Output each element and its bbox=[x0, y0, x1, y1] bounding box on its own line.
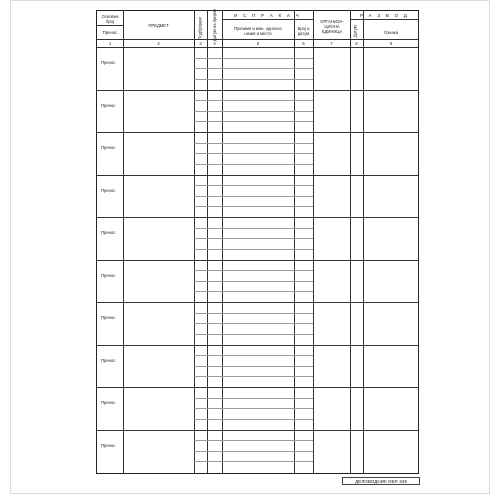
sender-line bbox=[222, 111, 313, 112]
carry-over-label: Пренос bbox=[101, 230, 116, 235]
sender-line bbox=[222, 249, 313, 250]
sender-line bbox=[222, 461, 313, 462]
header-divider bbox=[350, 19, 419, 20]
column-divider bbox=[194, 11, 195, 473]
carry-over-label: Пренос bbox=[101, 357, 116, 363]
column-number: 6 bbox=[302, 41, 305, 46]
subentry-line bbox=[194, 143, 222, 144]
subentry-line bbox=[194, 68, 222, 69]
sender-line bbox=[222, 376, 313, 377]
header-sender: И С П Р А Ќ А Ч bbox=[234, 13, 301, 18]
entry-block-border bbox=[97, 132, 418, 133]
sender-line bbox=[222, 323, 313, 324]
column-divider bbox=[222, 11, 223, 473]
subentry-line bbox=[194, 355, 222, 356]
subentry-line bbox=[194, 58, 222, 59]
column-number: 1 bbox=[108, 41, 112, 46]
entry-block-border bbox=[97, 260, 418, 261]
sender-line bbox=[222, 334, 313, 335]
column-number: 3 bbox=[199, 41, 202, 46]
header-distribution: Р А З В О Д bbox=[359, 13, 410, 18]
subentry-line bbox=[194, 376, 222, 377]
subentry-line bbox=[194, 121, 222, 122]
carry-over-label: Пренос bbox=[101, 400, 116, 405]
sender-line bbox=[222, 366, 313, 367]
subentry-line bbox=[194, 440, 222, 441]
sender-line bbox=[222, 291, 313, 292]
header-org-unit: ОРГАНИЗА-ЦИОНА ЕДИНИЦА bbox=[320, 19, 344, 34]
column-divider bbox=[294, 11, 295, 473]
sender-line bbox=[222, 451, 313, 452]
carry-over-label: Пренос bbox=[101, 272, 116, 278]
sender-line bbox=[222, 355, 313, 356]
sender-line bbox=[222, 143, 313, 144]
subentry-line bbox=[194, 408, 222, 409]
subentry-line bbox=[194, 249, 222, 250]
header-subnumbers: Подбројеви bbox=[197, 17, 203, 40]
sender-line bbox=[222, 228, 313, 229]
subentry-line bbox=[194, 238, 222, 239]
subentry-line bbox=[194, 111, 222, 112]
column-divider bbox=[313, 11, 314, 473]
entry-block-border bbox=[97, 345, 418, 346]
column-number: 7 bbox=[330, 41, 333, 46]
sender-line bbox=[222, 419, 313, 420]
column-divider bbox=[207, 11, 208, 473]
carry-over-label: Пренос bbox=[101, 442, 116, 448]
registry-form-table bbox=[96, 10, 419, 474]
header-mark: Ознака bbox=[383, 30, 399, 35]
header-subject: ПРЕДМЕТ bbox=[148, 23, 169, 28]
column-number: 2 bbox=[157, 41, 160, 46]
sender-line bbox=[222, 58, 313, 59]
sender-line bbox=[222, 153, 313, 154]
subentry-line bbox=[194, 398, 222, 399]
entry-block-border bbox=[97, 302, 418, 303]
form-page bbox=[10, 0, 490, 494]
header-sender-name-place: Презиме и име, односно назив и место bbox=[234, 26, 282, 36]
entry-block-border bbox=[97, 217, 418, 218]
subentry-line bbox=[194, 334, 222, 335]
header-basic-number: Основни број bbox=[101, 14, 119, 24]
subentry-line bbox=[194, 100, 222, 101]
numbers-bottom-line bbox=[97, 47, 418, 48]
sender-line bbox=[222, 440, 313, 441]
subentry-line bbox=[194, 461, 222, 462]
column-divider bbox=[363, 11, 364, 473]
entry-block-border bbox=[97, 430, 418, 431]
header-bottom-line bbox=[97, 39, 418, 40]
subentry-line bbox=[194, 270, 222, 271]
subentry-line bbox=[194, 185, 222, 186]
subentry-line bbox=[194, 164, 222, 165]
subentry-line bbox=[194, 323, 222, 324]
carry-over-label: Пренос bbox=[101, 187, 116, 193]
sender-line bbox=[222, 270, 313, 271]
subentry-line bbox=[194, 79, 222, 80]
sender-line bbox=[222, 281, 313, 282]
subentry-line bbox=[194, 366, 222, 367]
column-number: 4 bbox=[213, 41, 216, 46]
sender-line bbox=[222, 408, 313, 409]
column-divider bbox=[350, 11, 351, 473]
header-divider bbox=[222, 19, 313, 20]
sender-line bbox=[222, 313, 313, 314]
column-number: 5 bbox=[256, 41, 260, 46]
sender-line bbox=[222, 238, 313, 239]
entry-block-border bbox=[97, 90, 418, 91]
column-number: 8 bbox=[355, 41, 358, 46]
header-date-received: Датум на пријем bbox=[211, 9, 217, 42]
subentry-line bbox=[194, 206, 222, 207]
header-date: Датум bbox=[352, 25, 358, 38]
sender-line bbox=[222, 100, 313, 101]
subentry-line bbox=[194, 196, 222, 197]
sender-line bbox=[222, 185, 313, 186]
sender-line bbox=[222, 121, 313, 122]
form-footer-label: ДЕЛОВОДНИК ОБР. 349 bbox=[342, 477, 420, 485]
subentry-line bbox=[194, 281, 222, 282]
header-divider bbox=[97, 25, 123, 26]
subentry-line bbox=[194, 153, 222, 154]
sender-line bbox=[222, 398, 313, 399]
column-number: 9 bbox=[389, 41, 393, 46]
carry-over-label: Пренос bbox=[101, 60, 116, 65]
entry-block-border bbox=[97, 387, 418, 388]
subentry-line bbox=[194, 291, 222, 292]
subentry-line bbox=[194, 451, 222, 452]
header-carry-over: Пренос bbox=[102, 30, 118, 35]
subentry-line bbox=[194, 419, 222, 420]
sender-line bbox=[222, 196, 313, 197]
entry-block-border bbox=[97, 175, 418, 176]
carry-over-label: Пренос bbox=[101, 315, 116, 320]
sender-line bbox=[222, 164, 313, 165]
column-divider bbox=[123, 11, 124, 473]
subentry-line bbox=[194, 228, 222, 229]
sender-line bbox=[222, 206, 313, 207]
sender-line bbox=[222, 79, 313, 80]
carry-over-label: Пренос bbox=[101, 145, 116, 150]
carry-over-label: Пренос bbox=[101, 102, 116, 108]
subentry-line bbox=[194, 313, 222, 314]
header-number-date: Број и датум bbox=[297, 26, 310, 36]
sender-line bbox=[222, 68, 313, 69]
